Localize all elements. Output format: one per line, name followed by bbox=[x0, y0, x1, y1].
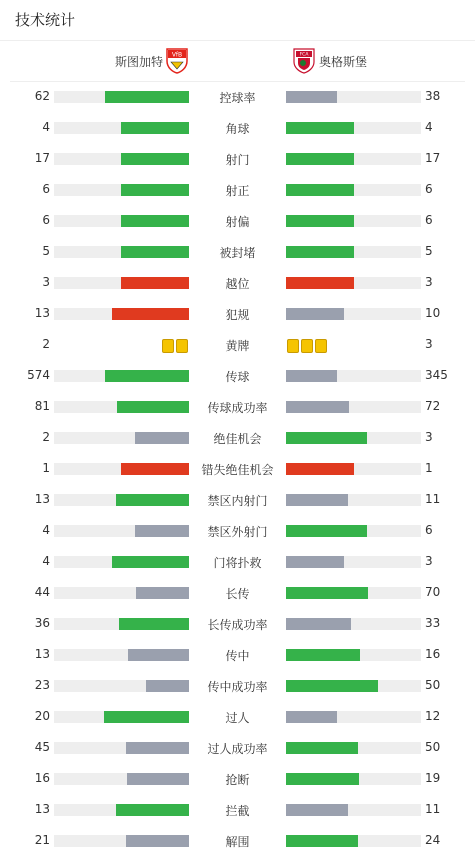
home-stat-bar bbox=[121, 153, 189, 165]
away-stat-value: 16 bbox=[425, 647, 441, 661]
home-team-name[interactable]: 斯图加特 bbox=[114, 55, 163, 69]
home-stat-value: 13 bbox=[34, 492, 50, 506]
home-stat-bar bbox=[105, 370, 189, 382]
away-stat-value: 3 bbox=[425, 337, 433, 351]
away-stat-bar bbox=[286, 742, 358, 754]
stat-row bbox=[0, 366, 475, 386]
home-stat-bar-track bbox=[54, 184, 189, 196]
away-stat-bar-track bbox=[286, 587, 421, 599]
home-stat-bar bbox=[127, 773, 189, 785]
home-stat-bar bbox=[116, 494, 189, 506]
home-stat-bar-track bbox=[54, 153, 189, 165]
away-stat-value: 3 bbox=[425, 554, 433, 568]
home-stat-bar bbox=[135, 432, 189, 444]
away-stat-bar bbox=[286, 308, 344, 320]
away-stat-value: 19 bbox=[425, 771, 441, 785]
away-stat-bar-track bbox=[286, 649, 421, 661]
away-stat-value: 50 bbox=[425, 678, 441, 692]
away-stat-bar bbox=[286, 835, 358, 847]
away-stat-bar bbox=[286, 804, 348, 816]
away-stat-bar bbox=[286, 401, 349, 413]
home-stat-value: 13 bbox=[34, 647, 50, 661]
home-stat-bar bbox=[104, 711, 189, 723]
home-stat-bar bbox=[126, 742, 189, 754]
stat-row bbox=[0, 118, 475, 138]
stat-row bbox=[0, 459, 475, 479]
away-stat-bar bbox=[286, 556, 344, 568]
away-stat-value: 38 bbox=[425, 89, 441, 103]
stat-row bbox=[0, 149, 475, 169]
away-stat-bar-track bbox=[286, 525, 421, 537]
away-stat-value: 5 bbox=[425, 244, 433, 258]
stat-row bbox=[0, 614, 475, 634]
away-stat-value: 11 bbox=[425, 492, 441, 506]
stat-label: 传中成功率 bbox=[207, 680, 268, 694]
away-stat-bar-track bbox=[286, 618, 421, 630]
away-stat-value: 1 bbox=[425, 461, 433, 475]
away-stat-bar bbox=[286, 91, 337, 103]
stat-label: 门将扑救 bbox=[213, 556, 262, 570]
stat-label: 角球 bbox=[225, 122, 250, 136]
away-team-logo-icon[interactable] bbox=[293, 48, 315, 78]
stat-label: 射门 bbox=[225, 153, 250, 167]
stat-row bbox=[0, 800, 475, 820]
away-stat-value: 345 bbox=[425, 368, 448, 382]
home-stat-bar bbox=[146, 680, 189, 692]
away-stat-value: 17 bbox=[425, 151, 441, 165]
stat-label: 射正 bbox=[225, 184, 250, 198]
away-stat-bar-track bbox=[286, 277, 421, 289]
stat-label: 长传 bbox=[225, 587, 250, 601]
home-stat-bar-track bbox=[54, 463, 189, 475]
home-stat-bar bbox=[121, 122, 189, 134]
stat-row bbox=[0, 490, 475, 510]
away-stat-value: 70 bbox=[425, 585, 441, 599]
away-stat-bar-track bbox=[286, 804, 421, 816]
home-stat-bar bbox=[116, 804, 189, 816]
away-stat-bar-track bbox=[286, 463, 421, 475]
home-stat-value: 13 bbox=[34, 802, 50, 816]
home-stat-bar bbox=[121, 246, 189, 258]
home-stat-value: 2 bbox=[42, 337, 50, 351]
stat-label: 拦截 bbox=[225, 804, 250, 818]
away-stat-bar-track bbox=[286, 246, 421, 258]
away-stat-value: 10 bbox=[425, 306, 441, 320]
home-stat-bar bbox=[121, 184, 189, 196]
stat-row bbox=[0, 428, 475, 448]
away-stat-bar-track bbox=[286, 711, 421, 723]
away-stat-bar-track bbox=[286, 91, 421, 103]
home-stat-bar-track bbox=[54, 370, 189, 382]
away-stat-bar bbox=[286, 184, 354, 196]
home-stat-bar-track bbox=[54, 804, 189, 816]
stat-row bbox=[0, 738, 475, 758]
stat-label: 过人 bbox=[225, 711, 250, 725]
stat-label: 绝佳机会 bbox=[213, 432, 262, 446]
stat-label: 传球 bbox=[225, 370, 250, 384]
away-stat-bar-track bbox=[286, 122, 421, 134]
away-stat-bar bbox=[286, 153, 354, 165]
away-team-name[interactable]: 奥格斯堡 bbox=[319, 55, 368, 69]
away-stat-value: 12 bbox=[425, 709, 441, 723]
away-stat-bar-track bbox=[286, 432, 421, 444]
away-stat-value: 72 bbox=[425, 399, 441, 413]
svg-text:VfB: VfB bbox=[171, 51, 183, 59]
yellow-card-icon bbox=[162, 339, 174, 353]
stat-label: 射偏 bbox=[225, 215, 250, 229]
stat-label: 黄牌 bbox=[225, 339, 250, 353]
away-stat-bar bbox=[286, 432, 367, 444]
home-stat-bar-track bbox=[54, 556, 189, 568]
home-stat-bar bbox=[112, 556, 189, 568]
home-stat-bar bbox=[136, 587, 189, 599]
home-stat-bar bbox=[117, 401, 189, 413]
away-stat-value: 11 bbox=[425, 802, 441, 816]
stat-row bbox=[0, 211, 475, 231]
stat-label: 传球成功率 bbox=[207, 401, 268, 415]
home-stat-bar-track bbox=[54, 711, 189, 723]
home-stat-value: 4 bbox=[42, 554, 50, 568]
stat-row bbox=[0, 583, 475, 603]
home-stat-bar-track bbox=[54, 649, 189, 661]
home-stat-bar-track bbox=[54, 215, 189, 227]
home-stat-bar bbox=[121, 215, 189, 227]
away-stat-bar bbox=[286, 773, 359, 785]
home-stat-bar bbox=[135, 525, 189, 537]
stat-row bbox=[0, 769, 475, 789]
home-stat-bar bbox=[121, 277, 189, 289]
away-stat-bar bbox=[286, 122, 354, 134]
home-stat-value: 4 bbox=[42, 523, 50, 537]
stat-label: 越位 bbox=[225, 277, 250, 291]
away-stat-value: 6 bbox=[425, 182, 433, 196]
yellow-card-icon bbox=[287, 339, 299, 353]
stat-label: 长传成功率 bbox=[207, 618, 268, 632]
stat-label: 过人成功率 bbox=[207, 742, 268, 756]
home-stat-value: 36 bbox=[34, 616, 50, 630]
home-stat-value: 6 bbox=[42, 213, 50, 227]
home-stat-bar-track bbox=[54, 525, 189, 537]
away-stat-bar-track bbox=[286, 742, 421, 754]
stat-row bbox=[0, 242, 475, 262]
away-stat-bar bbox=[286, 618, 351, 630]
stat-row bbox=[0, 552, 475, 572]
away-stat-value: 33 bbox=[425, 616, 441, 630]
away-stat-bar bbox=[286, 587, 368, 599]
home-stat-value: 574 bbox=[27, 368, 50, 382]
home-stat-value: 21 bbox=[34, 833, 50, 847]
away-stat-bar bbox=[286, 463, 354, 475]
stat-row bbox=[0, 831, 475, 851]
home-stat-bar-track bbox=[54, 91, 189, 103]
away-yellow-cards bbox=[286, 338, 328, 352]
stat-row bbox=[0, 397, 475, 417]
home-stat-value: 45 bbox=[34, 740, 50, 754]
stat-row bbox=[0, 87, 475, 107]
home-stat-bar-track bbox=[54, 835, 189, 847]
away-stat-bar-track bbox=[286, 215, 421, 227]
home-stat-bar bbox=[112, 308, 189, 320]
home-stat-bar-track bbox=[54, 587, 189, 599]
stat-row bbox=[0, 304, 475, 324]
home-stat-value: 4 bbox=[42, 120, 50, 134]
stat-label: 控球率 bbox=[219, 91, 256, 105]
away-stat-bar-track bbox=[286, 401, 421, 413]
stat-label: 犯规 bbox=[225, 308, 250, 322]
home-stat-bar-track bbox=[54, 308, 189, 320]
stat-row bbox=[0, 676, 475, 696]
stat-label: 禁区外射门 bbox=[207, 525, 268, 539]
stat-row bbox=[0, 335, 475, 355]
home-stat-bar-track bbox=[54, 618, 189, 630]
away-stat-value: 50 bbox=[425, 740, 441, 754]
home-stat-bar-track bbox=[54, 494, 189, 506]
away-stat-bar-track bbox=[286, 773, 421, 785]
home-stat-bar-track bbox=[54, 432, 189, 444]
away-stat-bar-track bbox=[286, 153, 421, 165]
stat-row bbox=[0, 273, 475, 293]
home-yellow-cards bbox=[161, 338, 189, 352]
home-stat-value: 20 bbox=[34, 709, 50, 723]
stat-label: 被封堵 bbox=[219, 246, 256, 260]
home-stat-value: 13 bbox=[34, 306, 50, 320]
away-stat-bar bbox=[286, 711, 337, 723]
home-stat-value: 5 bbox=[42, 244, 50, 258]
stat-row bbox=[0, 180, 475, 200]
stat-label: 禁区内射门 bbox=[207, 494, 268, 508]
stat-label: 抢断 bbox=[225, 773, 250, 787]
home-stat-bar-track bbox=[54, 401, 189, 413]
away-stat-bar bbox=[286, 215, 354, 227]
home-stat-bar bbox=[126, 835, 189, 847]
home-stat-bar-track bbox=[54, 277, 189, 289]
away-stat-value: 3 bbox=[425, 275, 433, 289]
home-stat-value: 81 bbox=[34, 399, 50, 413]
away-stat-bar-track bbox=[286, 680, 421, 692]
home-stat-value: 6 bbox=[42, 182, 50, 196]
home-stat-bar-track bbox=[54, 680, 189, 692]
away-stat-bar-track bbox=[286, 308, 421, 320]
away-stat-bar bbox=[286, 680, 378, 692]
yellow-card-icon bbox=[315, 339, 327, 353]
stat-row bbox=[0, 645, 475, 665]
away-stat-value: 6 bbox=[425, 213, 433, 227]
svg-text:FCA: FCA bbox=[299, 52, 309, 58]
home-stat-value: 17 bbox=[34, 151, 50, 165]
away-stat-bar-track bbox=[286, 494, 421, 506]
stat-row bbox=[0, 521, 475, 541]
yellow-card-icon bbox=[301, 339, 313, 353]
home-team-logo-icon[interactable] bbox=[166, 48, 188, 78]
home-stat-value: 62 bbox=[34, 89, 50, 103]
home-stat-value: 1 bbox=[42, 461, 50, 475]
team-header bbox=[10, 41, 465, 82]
away-stat-bar-track bbox=[286, 370, 421, 382]
away-stat-bar bbox=[286, 246, 354, 258]
yellow-card-icon bbox=[176, 339, 188, 353]
away-stat-bar-track bbox=[286, 184, 421, 196]
home-stat-value: 16 bbox=[34, 771, 50, 785]
home-stat-bar bbox=[128, 649, 189, 661]
away-stat-bar-track bbox=[286, 835, 421, 847]
away-stat-bar bbox=[286, 649, 360, 661]
away-stat-value: 4 bbox=[425, 120, 433, 134]
home-stat-value: 3 bbox=[42, 275, 50, 289]
home-stat-bar-track bbox=[54, 246, 189, 258]
home-stat-bar bbox=[121, 463, 189, 475]
home-stat-bar bbox=[105, 91, 189, 103]
stat-label: 错失绝佳机会 bbox=[201, 463, 274, 477]
home-stat-bar-track bbox=[54, 773, 189, 785]
away-stat-bar bbox=[286, 277, 354, 289]
stat-label: 传中 bbox=[225, 649, 250, 663]
away-stat-value: 6 bbox=[425, 523, 433, 537]
stat-label: 解围 bbox=[225, 835, 250, 849]
home-stat-value: 2 bbox=[42, 430, 50, 444]
page-title: 技术统计 bbox=[15, 11, 76, 29]
away-stat-bar bbox=[286, 370, 337, 382]
home-stat-value: 44 bbox=[34, 585, 50, 599]
home-stat-value: 23 bbox=[34, 678, 50, 692]
home-stat-bar-track bbox=[54, 742, 189, 754]
away-stat-bar bbox=[286, 494, 348, 506]
away-stat-bar-track bbox=[286, 556, 421, 568]
home-stat-bar bbox=[119, 618, 189, 630]
home-stat-bar-track bbox=[54, 122, 189, 134]
away-stat-bar bbox=[286, 525, 367, 537]
stat-row bbox=[0, 707, 475, 727]
away-stat-value: 3 bbox=[425, 430, 433, 444]
away-stat-value: 24 bbox=[425, 833, 441, 847]
